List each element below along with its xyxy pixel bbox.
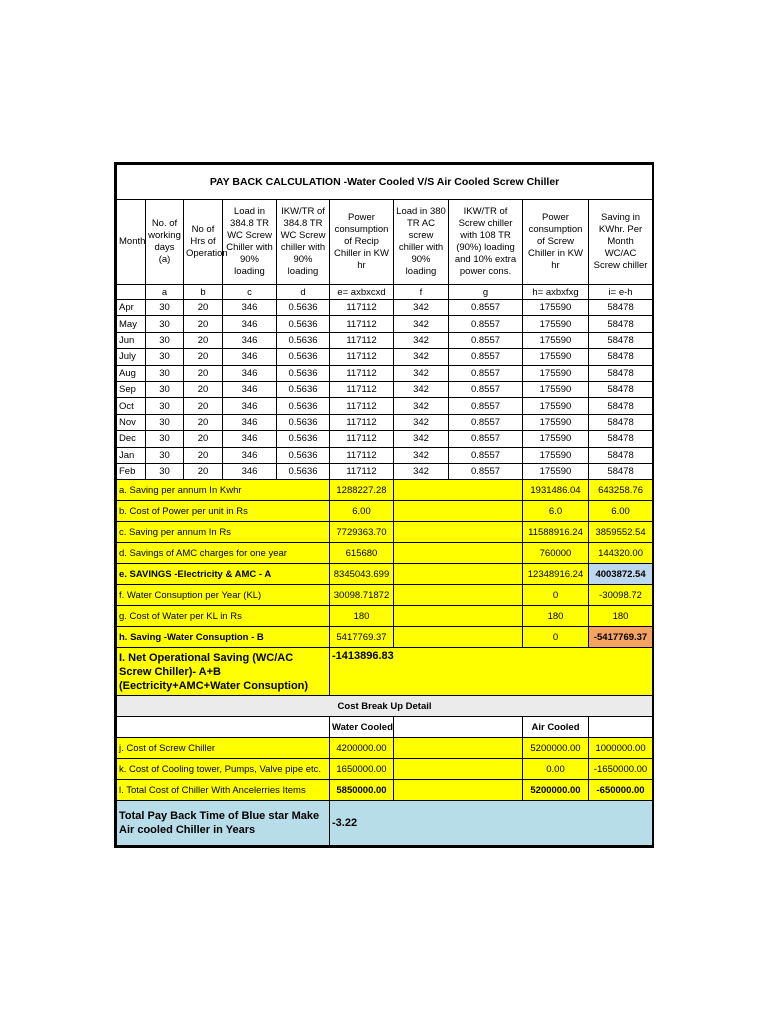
month-value-cell[interactable]: 30: [146, 398, 184, 414]
summary-ac-value[interactable]: 760000: [523, 543, 589, 564]
month-value-cell[interactable]: 346: [223, 365, 277, 381]
month-name-cell[interactable]: Aug: [117, 365, 146, 381]
month-value-cell[interactable]: 20: [184, 463, 223, 479]
net-saving-row: [117, 648, 653, 696]
month-value-cell[interactable]: 20: [184, 332, 223, 348]
month-value-cell[interactable]: 117112: [330, 381, 394, 397]
summary-wc-value[interactable]: 7729363.70: [330, 522, 394, 543]
month-row: [117, 463, 653, 479]
month-value-cell[interactable]: 30: [146, 349, 184, 365]
month-value-cell[interactable]: 117112: [330, 463, 394, 479]
month-value-cell[interactable]: 58478: [589, 349, 653, 365]
month-value-cell[interactable]: 30: [146, 431, 184, 447]
month-value-cell[interactable]: 0.8557: [449, 332, 523, 348]
summary-wc-value[interactable]: 30098.71872: [330, 585, 394, 606]
month-value-cell[interactable]: 175590: [523, 349, 589, 365]
month-value-cell[interactable]: 342: [394, 300, 449, 316]
month-value-cell[interactable]: 117112: [330, 332, 394, 348]
month-name-cell[interactable]: Jun: [117, 332, 146, 348]
month-value-cell[interactable]: 58478: [589, 365, 653, 381]
summary-wc-value[interactable]: 6.00: [330, 501, 394, 522]
summary-ac-value[interactable]: 1931486.04: [523, 480, 589, 501]
month-value-cell[interactable]: 0.5636: [277, 431, 330, 447]
month-value-cell[interactable]: 30: [146, 365, 184, 381]
month-value-cell[interactable]: 0.5636: [277, 316, 330, 332]
empty-cell[interactable]: [394, 543, 523, 564]
month-value-cell[interactable]: 175590: [523, 398, 589, 414]
payback-label[interactable]: Total Pay Back Time of Blue star Make Air cooled Chiller in Years: [117, 801, 330, 846]
empty-cell[interactable]: [117, 717, 330, 738]
month-value-cell[interactable]: 30: [146, 447, 184, 463]
month-value-cell[interactable]: 342: [394, 349, 449, 365]
header-cell[interactable]: IKW/TR of 384.8 TR WC Screw chiller with 90% loading: [277, 200, 330, 285]
month-value-cell[interactable]: 20: [184, 316, 223, 332]
formula-cell[interactable]: f: [394, 285, 449, 300]
month-value-cell[interactable]: 342: [394, 414, 449, 430]
formula-cell[interactable]: [117, 285, 146, 300]
month-name-cell[interactable]: Sep: [117, 381, 146, 397]
month-value-cell[interactable]: 117112: [330, 431, 394, 447]
empty-cell[interactable]: [394, 780, 523, 801]
summary-ac-value[interactable]: 0: [523, 585, 589, 606]
month-value-cell[interactable]: 20: [184, 381, 223, 397]
month-value-cell[interactable]: 58478: [589, 381, 653, 397]
cost-ac-value[interactable]: 5200000.00: [523, 738, 589, 759]
formula-cell[interactable]: h= axbxfxg: [523, 285, 589, 300]
month-value-cell[interactable]: 0.5636: [277, 463, 330, 479]
formula-cell[interactable]: a: [146, 285, 184, 300]
empty-cell[interactable]: [394, 627, 523, 648]
month-row: [117, 398, 653, 414]
month-row: [117, 300, 653, 316]
formula-cell[interactable]: i= e-h: [589, 285, 653, 300]
formula-cell[interactable]: c: [223, 285, 277, 300]
summary-saving-value[interactable]: -30098.72: [589, 585, 653, 606]
month-value-cell[interactable]: 117112: [330, 365, 394, 381]
month-value-cell[interactable]: 175590: [523, 316, 589, 332]
cost-wc-value[interactable]: 4200000.00: [330, 738, 394, 759]
month-value-cell[interactable]: 346: [223, 300, 277, 316]
summary-row-a: [117, 480, 653, 501]
summary-row-h: [117, 627, 653, 648]
month-value-cell[interactable]: 117112: [330, 447, 394, 463]
summary-wc-value[interactable]: 1288227.28: [330, 480, 394, 501]
summary-row-c: [117, 522, 653, 543]
cost-diff-value[interactable]: -650000.00: [589, 780, 653, 801]
month-value-cell[interactable]: 346: [223, 398, 277, 414]
summary-row-d: [117, 543, 653, 564]
month-value-cell[interactable]: 0.5636: [277, 365, 330, 381]
empty-cell[interactable]: [394, 759, 523, 780]
month-value-cell[interactable]: 175590: [523, 365, 589, 381]
month-value-cell[interactable]: 175590: [523, 381, 589, 397]
payback-spreadsheet: [114, 162, 654, 848]
month-value-cell[interactable]: 175590: [523, 463, 589, 479]
month-value-cell[interactable]: 30: [146, 332, 184, 348]
header-cell[interactable]: Load in 380 TR AC screw chiller with 90% loading: [394, 200, 449, 285]
summary-label[interactable]: c. Saving per annum In Rs: [117, 522, 330, 543]
month-value-cell[interactable]: 20: [184, 431, 223, 447]
cost-row-l: [117, 780, 653, 801]
header-cell[interactable]: No of Hrs of Operation: [184, 200, 223, 285]
header-row: [117, 200, 653, 285]
month-row: [117, 414, 653, 430]
summary-ac-value[interactable]: 6.0: [523, 501, 589, 522]
header-cell[interactable]: Saving in KWhr. Per Month WC/AC Screw chiller: [589, 200, 653, 285]
month-value-cell[interactable]: 346: [223, 414, 277, 430]
cost-wc-value[interactable]: 5850000.00: [330, 780, 394, 801]
month-row: [117, 381, 653, 397]
month-value-cell[interactable]: 0.5636: [277, 349, 330, 365]
summary-wc-value[interactable]: 615680: [330, 543, 394, 564]
month-value-cell[interactable]: 58478: [589, 431, 653, 447]
cost-row-j: [117, 738, 653, 759]
formula-row: [117, 285, 653, 300]
formula-cell[interactable]: g: [449, 285, 523, 300]
empty-cell[interactable]: [394, 717, 523, 738]
header-cell[interactable]: Month: [117, 200, 146, 285]
month-row: [117, 316, 653, 332]
month-value-cell[interactable]: 58478: [589, 447, 653, 463]
cost-ac-value[interactable]: 0.00: [523, 759, 589, 780]
summary-ac-value[interactable]: 12348916.24: [523, 564, 589, 585]
month-row: [117, 349, 653, 365]
month-value-cell[interactable]: 0.5636: [277, 414, 330, 430]
summary-label[interactable]: d. Savings of AMC charges for one year: [117, 543, 330, 564]
summary-saving-value[interactable]: 6.00: [589, 501, 653, 522]
summary-label[interactable]: f. Water Consuption per Year (KL): [117, 585, 330, 606]
summary-wc-value[interactable]: 5417769.37: [330, 627, 394, 648]
month-name-cell[interactable]: Jan: [117, 447, 146, 463]
month-row: [117, 365, 653, 381]
formula-cell[interactable]: e= axbxcxd: [330, 285, 394, 300]
month-value-cell[interactable]: 0.8557: [449, 316, 523, 332]
empty-cell[interactable]: [394, 522, 523, 543]
summary-label[interactable]: h. Saving -Water Consuption - B: [117, 627, 330, 648]
water-cooled-header[interactable]: Water Cooled: [330, 717, 394, 738]
month-name-cell[interactable]: July: [117, 349, 146, 365]
month-value-cell[interactable]: 346: [223, 349, 277, 365]
month-value-cell[interactable]: 346: [223, 431, 277, 447]
cost-label[interactable]: j. Cost of Screw Chiller: [117, 738, 330, 759]
summary-ac-value[interactable]: 180: [523, 606, 589, 627]
air-cooled-header[interactable]: Air Cooled: [523, 717, 589, 738]
month-value-cell[interactable]: 0.8557: [449, 381, 523, 397]
header-cell[interactable]: Power consumption of Recip Chiller in KW hr: [330, 200, 394, 285]
month-value-cell[interactable]: 30: [146, 381, 184, 397]
summary-saving-value[interactable]: -5417769.37: [589, 627, 653, 648]
month-value-cell[interactable]: 342: [394, 431, 449, 447]
month-value-cell[interactable]: 346: [223, 316, 277, 332]
formula-cell[interactable]: b: [184, 285, 223, 300]
month-value-cell[interactable]: 175590: [523, 431, 589, 447]
month-name-cell[interactable]: Apr: [117, 300, 146, 316]
month-value-cell[interactable]: 0.8557: [449, 414, 523, 430]
net-saving-value[interactable]: -1413896.83: [330, 648, 653, 696]
summary-row-g: [117, 606, 653, 627]
month-value-cell[interactable]: 30: [146, 414, 184, 430]
month-value-cell[interactable]: 0.8557: [449, 300, 523, 316]
month-name-cell[interactable]: Nov: [117, 414, 146, 430]
table-body: [117, 165, 653, 846]
summary-label[interactable]: g. Cost of Water per KL in Rs: [117, 606, 330, 627]
cost-label[interactable]: k. Cost of Cooling tower, Pumps, Valve pipe etc.: [117, 759, 330, 780]
summary-saving-value[interactable]: 180: [589, 606, 653, 627]
header-cell[interactable]: IKW/TR of Screw chiller with 108 TR (90%) loading and 10% extra power cons.: [449, 200, 523, 285]
cost-row-k: [117, 759, 653, 780]
month-value-cell[interactable]: 58478: [589, 316, 653, 332]
summary-row-b: [117, 501, 653, 522]
month-value-cell[interactable]: 20: [184, 398, 223, 414]
cost-wc-value[interactable]: 1650000.00: [330, 759, 394, 780]
month-value-cell[interactable]: 342: [394, 365, 449, 381]
month-value-cell[interactable]: 58478: [589, 332, 653, 348]
month-value-cell[interactable]: 346: [223, 332, 277, 348]
month-value-cell[interactable]: 117112: [330, 300, 394, 316]
summary-saving-value[interactable]: 3859552.54: [589, 522, 653, 543]
month-value-cell[interactable]: 346: [223, 381, 277, 397]
month-value-cell[interactable]: 346: [223, 463, 277, 479]
month-value-cell[interactable]: 30: [146, 463, 184, 479]
payback-table: [116, 164, 653, 846]
summary-label[interactable]: b. Cost of Power per unit in Rs: [117, 501, 330, 522]
summary-ac-value[interactable]: 11588916.24: [523, 522, 589, 543]
month-value-cell[interactable]: 175590: [523, 447, 589, 463]
header-cell[interactable]: No. of working days (a): [146, 200, 184, 285]
month-value-cell[interactable]: 0.8557: [449, 447, 523, 463]
month-value-cell[interactable]: 346: [223, 447, 277, 463]
cost-diff-value[interactable]: -1650000.00: [589, 759, 653, 780]
month-value-cell[interactable]: 58478: [589, 414, 653, 430]
month-value-cell[interactable]: 117112: [330, 414, 394, 430]
cost-label[interactable]: l. Total Cost of Chiller With Ancelerries Items: [117, 780, 330, 801]
month-value-cell[interactable]: 117112: [330, 349, 394, 365]
summary-label[interactable]: e. SAVINGS -Electricity & AMC - A: [117, 564, 330, 585]
month-value-cell[interactable]: 58478: [589, 398, 653, 414]
payback-value[interactable]: -3.22: [330, 801, 653, 846]
summary-row-e: [117, 564, 653, 585]
formula-cell[interactable]: d: [277, 285, 330, 300]
month-value-cell[interactable]: 175590: [523, 300, 589, 316]
summary-label[interactable]: a. Saving per annum In Kwhr: [117, 480, 330, 501]
month-value-cell[interactable]: 0.8557: [449, 431, 523, 447]
month-value-cell[interactable]: 58478: [589, 300, 653, 316]
empty-cell[interactable]: [394, 606, 523, 627]
cost-breakup-title-row: [117, 696, 653, 717]
month-value-cell[interactable]: 175590: [523, 332, 589, 348]
month-value-cell[interactable]: 342: [394, 447, 449, 463]
summary-wc-value[interactable]: 180: [330, 606, 394, 627]
cost-ac-value[interactable]: 5200000.00: [523, 780, 589, 801]
month-name-cell[interactable]: Oct: [117, 398, 146, 414]
month-value-cell[interactable]: 0.5636: [277, 332, 330, 348]
empty-cell[interactable]: [394, 585, 523, 606]
month-value-cell[interactable]: 30: [146, 300, 184, 316]
month-value-cell[interactable]: 342: [394, 398, 449, 414]
month-value-cell[interactable]: 342: [394, 316, 449, 332]
month-value-cell[interactable]: 342: [394, 332, 449, 348]
month-value-cell[interactable]: 20: [184, 365, 223, 381]
month-name-cell[interactable]: May: [117, 316, 146, 332]
empty-cell[interactable]: [394, 738, 523, 759]
empty-cell[interactable]: [394, 480, 523, 501]
month-value-cell[interactable]: 20: [184, 414, 223, 430]
month-value-cell[interactable]: 0.8557: [449, 365, 523, 381]
month-value-cell[interactable]: 0.5636: [277, 398, 330, 414]
month-value-cell[interactable]: 0.5636: [277, 300, 330, 316]
cost-diff-value[interactable]: 1000000.00: [589, 738, 653, 759]
header-cell[interactable]: Load in 384.8 TR WC Screw Chiller with 90% loading: [223, 200, 277, 285]
month-value-cell[interactable]: 30: [146, 316, 184, 332]
month-value-cell[interactable]: 342: [394, 381, 449, 397]
month-value-cell[interactable]: 20: [184, 349, 223, 365]
month-row: [117, 332, 653, 348]
month-row: [117, 447, 653, 463]
month-row: [117, 431, 653, 447]
month-value-cell[interactable]: 117112: [330, 316, 394, 332]
empty-cell[interactable]: [394, 501, 523, 522]
month-value-cell[interactable]: 175590: [523, 414, 589, 430]
month-value-cell[interactable]: 20: [184, 447, 223, 463]
summary-saving-value[interactable]: 144320.00: [589, 543, 653, 564]
month-value-cell[interactable]: 58478: [589, 463, 653, 479]
sheet-title[interactable]: PAY BACK CALCULATION -Water Cooled V/S Air Cooled Screw Chiller: [117, 165, 653, 200]
month-value-cell[interactable]: 0.5636: [277, 381, 330, 397]
summary-saving-value[interactable]: 643258.76: [589, 480, 653, 501]
summary-saving-value[interactable]: 4003872.54: [589, 564, 653, 585]
empty-cell[interactable]: [394, 564, 523, 585]
summary-ac-value[interactable]: 0: [523, 627, 589, 648]
month-value-cell[interactable]: 117112: [330, 398, 394, 414]
month-name-cell[interactable]: Feb: [117, 463, 146, 479]
month-value-cell[interactable]: 0.8557: [449, 349, 523, 365]
net-saving-label[interactable]: I. Net Operational Saving (WC/AC Screw Chiller)- A+B (Eectricity+AMC+Water Consuption): [117, 648, 330, 696]
cost-breakup-title[interactable]: Cost Break Up Detail: [117, 696, 653, 717]
payback-row: [117, 801, 653, 846]
month-value-cell[interactable]: 0.8557: [449, 398, 523, 414]
month-name-cell[interactable]: Dec: [117, 431, 146, 447]
empty-cell[interactable]: [589, 717, 653, 738]
title-row: [117, 165, 653, 200]
summary-wc-value[interactable]: 8345043.699: [330, 564, 394, 585]
month-value-cell[interactable]: 0.8557: [449, 463, 523, 479]
header-cell[interactable]: Power consumption of Screw Chiller in KW hr: [523, 200, 589, 285]
month-value-cell[interactable]: 342: [394, 463, 449, 479]
summary-row-f: [117, 585, 653, 606]
month-value-cell[interactable]: 20: [184, 300, 223, 316]
month-value-cell[interactable]: 0.5636: [277, 447, 330, 463]
cost-breakup-header-row: [117, 717, 653, 738]
